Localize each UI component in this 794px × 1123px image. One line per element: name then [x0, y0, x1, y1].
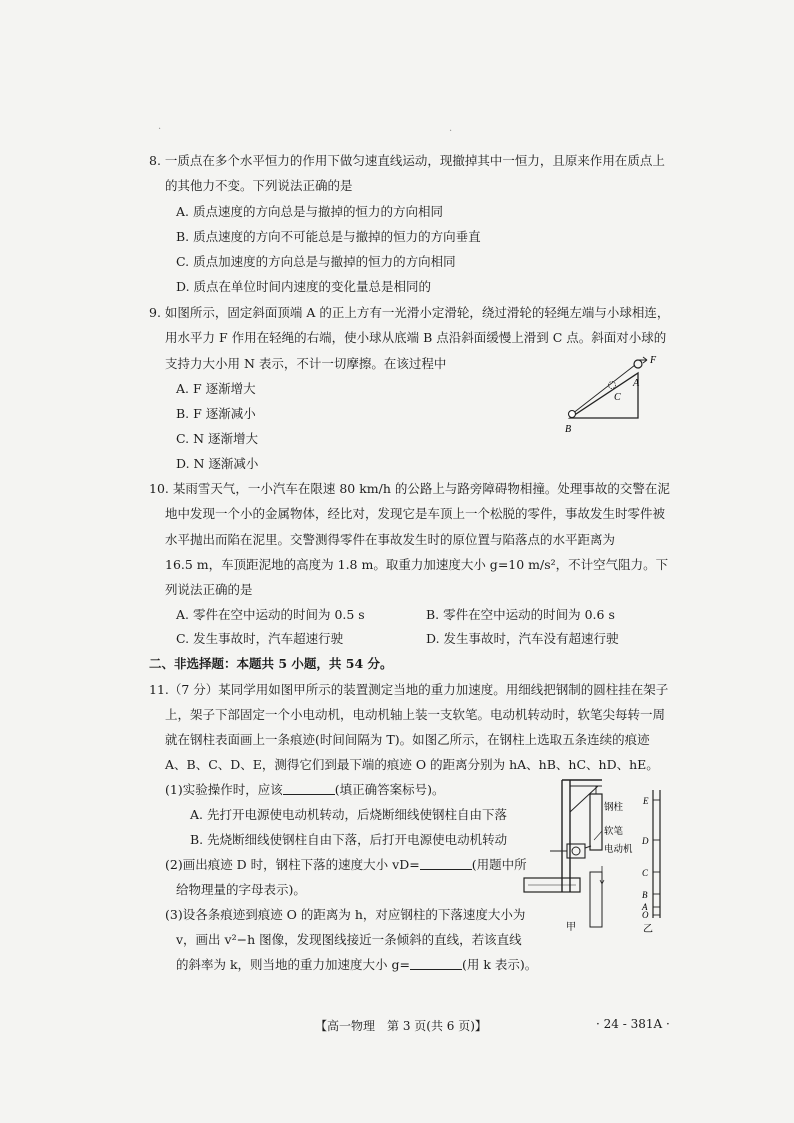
trace-label-a: A	[642, 902, 648, 912]
q11-stem-line1: 11.（7 分）某同学用如图甲所示的装置测定当地的重力加速度。用细线把钢制的圆柱挂在架子	[149, 682, 669, 697]
q10-option-b: B. 零件在空中运动的时间为 0.6 s	[426, 607, 615, 622]
answer-blank[interactable]	[410, 958, 462, 970]
q11-stem-line4: A、B、C、D、E，测得它们到最下端的痕迹 O 的距离分别为 hA、hB、hC、hD、hE。	[165, 757, 659, 772]
trace-label-b: B	[642, 890, 648, 900]
q10-option-a: A. 零件在空中运动的时间为 0.5 s	[176, 607, 365, 622]
q9-option-a: A. F 逐渐增大	[176, 381, 256, 396]
q10-stem-line4: 16.5 m，车顶距泥地的高度为 1.8 m。取重力加速度大小 g=10 m/s²，不计空气阻力。下	[165, 557, 669, 572]
q10-option-c: C. 发生事故时，汽车超速行驶	[176, 631, 344, 646]
q9-stem-line3: 支持力大小用 N 表示，不计一切摩擦。在该过程中	[165, 356, 447, 371]
q11-part2-text: (2)画出痕迹 D 时，钢柱下落的速度大小 vD=	[165, 857, 420, 872]
q8-option-b: B. 质点速度的方向不可能总是与撤掉的恒力的方向垂直	[176, 229, 481, 244]
label-figure-yi: 乙	[643, 924, 653, 935]
q11-part2	[165, 856, 527, 874]
label-soft-pen: 软笔	[604, 826, 624, 837]
q11-part3-line2: v，画出 v²−h 图像，发现图线接近一条倾斜的直线，若该直线	[176, 932, 522, 947]
q11-stem-line3: 就在钢柱表面画上一条痕迹(时间间隔为 T)。如图乙所示，在钢柱上选取五条连续的痕迹	[165, 732, 650, 747]
page-footer: 【高一物理 第 3 页(共 6 页)】	[315, 1019, 487, 1033]
q10-stem-line2: 地中发现一个小的金属物体，经比对，发现它是车顶上一个松脱的零件，事故发生时零件被	[165, 506, 666, 521]
q11-part3-text: 的斜率为 k，则当地的重力加速度大小 g=	[176, 957, 410, 972]
q8-stem-line2: 的其他力不变。下列说法正确的是	[165, 178, 353, 193]
q11-trace-figure	[635, 790, 675, 935]
trace-label-o: O	[642, 910, 649, 920]
q9-stem-line2: 用水平力 F 作用在轻绳的右端，使小球从底端 B 点沿斜面缓慢上滑到 C 点。斜面对小球的	[165, 330, 667, 345]
q11-part3-tail: (用 k 表示)。	[462, 957, 538, 972]
q9-option-d: D. N 逐渐减小	[176, 456, 259, 471]
label-motor: 电动机	[604, 844, 633, 855]
q11-part1	[165, 781, 444, 799]
trace-label-c: C	[642, 868, 649, 878]
q8-option-d: D. 质点在单位时间内速度的变化量总是相同的	[176, 279, 432, 294]
q9-label-b: B	[565, 424, 572, 435]
q11-part2-line2: 给物理量的字母表示)。	[176, 882, 306, 897]
q9-label-c: C	[614, 392, 621, 403]
answer-blank[interactable]	[420, 858, 472, 870]
label-figure-jia: 甲	[566, 922, 576, 932]
trace-label-e: E	[643, 796, 649, 806]
q11-part1-option-b: B. 先烧断细线使钢柱自由下落，后打开电源使电动机转动	[190, 832, 508, 847]
q11-stem-line2: 上，架子下部固定一个小电动机，电动机轴上装一支软笔。电动机转动时，软笔尖每转一周	[165, 707, 666, 722]
q8-stem-line1: 8. 一质点在多个水平恒力的作用下做匀速直线运动，现撤掉其中一恒力，且原来作用在质点上	[149, 153, 665, 168]
q9-label-a: A	[633, 378, 640, 389]
q11-part3-line1: (3)设各条痕迹到痕迹 O 的距离为 h，对应钢柱的下落速度大小为	[165, 907, 526, 922]
q11-part1-tail: (填正确答案标号)。	[334, 782, 445, 797]
section-heading: 二、非选择题：本题共 5 小题，共 54 分。	[149, 656, 393, 671]
q11-part2-tail: (用题中所	[471, 857, 527, 872]
q10-stem-line3: 水平抛出而陷在泥里。交警测得零件在事故发生时的原位置与陷落点的水平距离为	[165, 532, 616, 547]
q10-stem-line1: 10. 某雨雪天气，一小汽车在限速 80 km/h 的公路上与路旁障碍物相撞。处理事故的交警在泥	[149, 481, 670, 496]
q11-part1-text: (1)实验操作时，应该	[165, 782, 283, 797]
q9-option-b: B. F 逐渐减小	[176, 406, 256, 421]
q10-stem-line5: 列说法正确的是	[165, 582, 253, 597]
q8-option-a: A. 质点速度的方向总是与撤掉的恒力的方向相同	[176, 204, 443, 219]
q8-option-c: C. 质点加速度的方向总是与撤掉的恒力的方向相同	[176, 254, 456, 269]
q9-option-c: C. N 逐渐增大	[176, 431, 258, 446]
q9-stem-line1: 9. 如图所示，固定斜面顶端 A 的正上方有一光滑小定滑轮，绕过滑轮的轻绳左端与小球相连，	[149, 305, 670, 320]
scan-dot: ·	[449, 126, 453, 137]
q9-label-f: F	[650, 355, 657, 366]
answer-blank[interactable]	[283, 783, 335, 795]
q11-part1-option-a: A. 先打开电源使电动机转动，后烧断细线使钢柱自由下落	[190, 807, 507, 822]
page-code: · 24 - 381A ·	[596, 1017, 670, 1031]
scan-dot: ·	[158, 124, 162, 135]
label-steel-cylinder: 钢柱	[604, 802, 624, 813]
trace-label-d: D	[642, 836, 649, 846]
q10-option-d: D. 发生事故时，汽车没有超速行驶	[426, 631, 619, 646]
q9-incline-figure	[560, 348, 670, 438]
q11-part3	[176, 956, 537, 974]
